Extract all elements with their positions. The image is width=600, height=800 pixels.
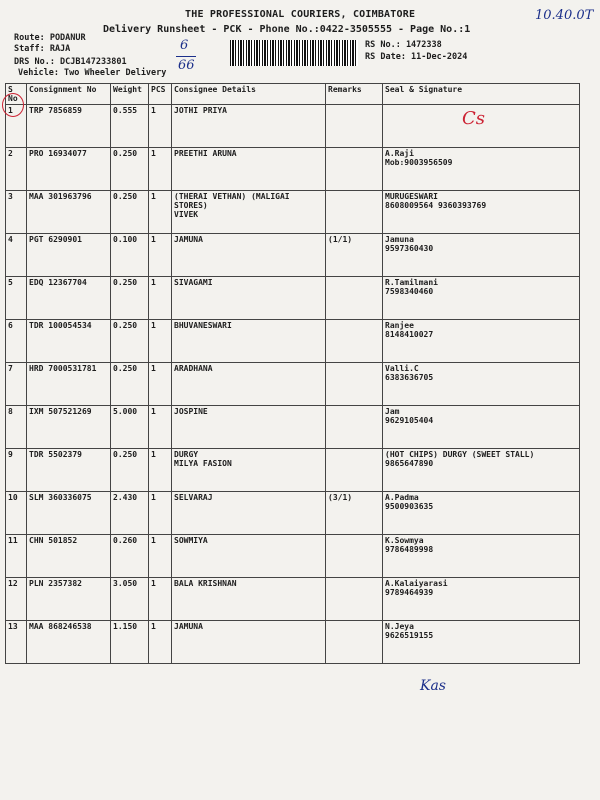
pcs-cell: 1 [149, 148, 172, 191]
table-row [6, 234, 580, 277]
consignee-cell [172, 234, 326, 277]
rs-date: RS Date: 11-Dec-2024 [365, 52, 468, 62]
consignee-name: JAMUNA [174, 235, 203, 244]
phone-text: 9629105404 [385, 416, 434, 425]
weight-cell: 2.430 [111, 492, 149, 535]
consignee-note: (THERAI VETHAN) (MALIGAI STORES) [174, 192, 290, 210]
consignment-cell: PLN 2357382 [27, 578, 111, 621]
pcs-cell: 1 [149, 363, 172, 406]
row1-circle-mark [2, 93, 24, 117]
sno-cell: 12 [6, 578, 27, 621]
weight-cell: 3.050 [111, 578, 149, 621]
table-row [6, 277, 580, 320]
sno-cell: 11 [6, 535, 27, 578]
consignee-name: SOWMIYA [174, 536, 208, 545]
remarks-cell [326, 621, 383, 664]
consignment-cell: IXM 507521269 [27, 406, 111, 449]
col-weight: Weight [111, 84, 149, 105]
pcs-cell: 1 [149, 277, 172, 320]
staff-label: Staff: RAJA [14, 44, 71, 54]
remarks-cell [326, 320, 383, 363]
weight-cell: 1.150 [111, 621, 149, 664]
signature-text: Jam [385, 407, 400, 416]
col-signature: Seal & Signature [383, 84, 580, 105]
sno-cell: 5 [6, 277, 27, 320]
pcs-cell: 1 [149, 621, 172, 664]
company-title: THE PROFESSIONAL COURIERS, COIMBATORE [185, 9, 416, 20]
weight-cell: 0.555 [111, 105, 149, 148]
consignee-name: JOSPINE [174, 407, 208, 416]
remarks-cell [326, 234, 383, 277]
signature-text: (HOT CHIPS) DURGY (SWEET STALL) [385, 450, 535, 459]
runsheet-subtitle: Delivery Runsheet - PCK - Phone No.:0422-3505555 - Page No.:1 [103, 24, 471, 35]
route-label: Route: PODANUR [14, 33, 86, 43]
phone-text: 9597360430 [385, 244, 434, 253]
remarks-cell [326, 191, 383, 234]
pcs-cell: 1 [149, 191, 172, 234]
phone-text: 6383636705 [385, 373, 434, 382]
consignee-cell [172, 105, 326, 148]
runsheet-table [5, 83, 580, 664]
consignment-cell: TDR 100054534 [27, 320, 111, 363]
pcs-cell: 1 [149, 578, 172, 621]
signature-text: Jamuna [385, 235, 414, 244]
row1-red-sign: Cs [462, 108, 486, 129]
signature-text: A.Kalaiyarasi [385, 579, 448, 588]
handwritten-fraction-top: 6 [180, 38, 189, 53]
weight-cell: 0.100 [111, 234, 149, 277]
phone-text: 9789464939 [385, 588, 434, 597]
consignee-cell [172, 363, 326, 406]
consignee-name: SELVARAJ [174, 493, 213, 502]
consignment-cell: PGT 6290901 [27, 234, 111, 277]
pcs-cell: 1 [149, 105, 172, 148]
phone-text: 9626519155 [385, 631, 434, 640]
consignment-cell: EDQ 12367704 [27, 277, 111, 320]
sno-cell: 10 [6, 492, 27, 535]
consignee-name: BALA KRISHNAN [174, 579, 237, 588]
rs-number: RS No.: 1472338 [365, 40, 442, 50]
table-row [6, 535, 580, 578]
signature-cell [383, 277, 580, 320]
signature-cell [383, 535, 580, 578]
weight-cell: 0.250 [111, 277, 149, 320]
table-row [6, 191, 580, 234]
sno-cell: 1 [6, 105, 27, 148]
handwritten-time: 10.40.0T [535, 8, 594, 23]
sno-cell: 2 [6, 148, 27, 191]
weight-cell: 5.000 [111, 406, 149, 449]
pcs-cell: 1 [149, 492, 172, 535]
handwritten-fraction-bottom: 66 [178, 58, 195, 73]
remarks-text: (3/1) [328, 493, 353, 502]
sno-cell: 4 [6, 234, 27, 277]
consignment-cell: PRO 16934077 [27, 148, 111, 191]
signature-cell [383, 234, 580, 277]
consignment-cell: CHN 501852 [27, 535, 111, 578]
weight-cell: 0.250 [111, 320, 149, 363]
consignee-cell [172, 621, 326, 664]
col-remarks: Remarks [326, 84, 383, 105]
drs-number: DRS No.: DCJB147233801 [14, 57, 127, 67]
consignment-cell: SLM 360336075 [27, 492, 111, 535]
signature-text: A.Padma [385, 493, 419, 502]
signature-text: N.Jeya [385, 622, 414, 631]
table-row [6, 449, 580, 492]
consignment-cell: MAA 868246538 [27, 621, 111, 664]
phone-text: 9500903635 [385, 502, 434, 511]
phone-text: 9865647890 [385, 459, 434, 468]
remarks-cell [326, 105, 383, 148]
weight-cell: 0.250 [111, 148, 149, 191]
fraction-bar [176, 56, 196, 57]
consignee-cell [172, 320, 326, 363]
signature-text: Ranjee [385, 321, 414, 330]
consignment-cell: HRD 7000531781 [27, 363, 111, 406]
table-row [6, 105, 580, 148]
table-row [6, 492, 580, 535]
remarks-cell [326, 449, 383, 492]
consignee-cell [172, 277, 326, 320]
consignee-cell [172, 148, 326, 191]
remarks-cell [326, 492, 383, 535]
phone-text: 9786489998 [385, 545, 434, 554]
consignee-name: MILYA FASION [174, 459, 232, 468]
footer-signature: Kas [420, 678, 446, 694]
table-row [6, 406, 580, 449]
weight-cell: 0.250 [111, 449, 149, 492]
consignment-cell: TRP 7856859 [27, 105, 111, 148]
signature-cell [383, 406, 580, 449]
col-consignment: Consignment No [27, 84, 111, 105]
remarks-cell [326, 277, 383, 320]
pcs-cell: 1 [149, 535, 172, 578]
signature-cell [383, 578, 580, 621]
signature-cell [383, 621, 580, 664]
signature-cell [383, 191, 580, 234]
consignee-cell [172, 406, 326, 449]
sno-cell: 6 [6, 320, 27, 363]
consignment-cell: TDR 5502379 [27, 449, 111, 492]
consignee-cell [172, 578, 326, 621]
remarks-cell [326, 363, 383, 406]
pcs-cell: 1 [149, 449, 172, 492]
table-header-row [6, 84, 580, 105]
consignee-cell [172, 449, 326, 492]
signature-cell [383, 363, 580, 406]
sno-cell: 3 [6, 191, 27, 234]
consignee-cell [172, 191, 326, 234]
weight-cell: 0.250 [111, 191, 149, 234]
sno-cell: 8 [6, 406, 27, 449]
sno-cell: 13 [6, 621, 27, 664]
signature-cell [383, 320, 580, 363]
phone-text: 8148410027 [385, 330, 434, 339]
sno-cell: 9 [6, 449, 27, 492]
consignee-cell [172, 535, 326, 578]
signature-cell [383, 492, 580, 535]
consignee-cell [172, 492, 326, 535]
remarks-cell [326, 148, 383, 191]
table-row [6, 320, 580, 363]
signature-text: MURUGESWARI [385, 192, 438, 201]
consignee-name: BHUVANESWARI [174, 321, 232, 330]
signature-text: R.Tamilmani [385, 278, 438, 287]
barcode [230, 40, 358, 66]
consignee-note: DURGY [174, 450, 199, 459]
remarks-cell [326, 578, 383, 621]
col-consignee: Consignee Details [172, 84, 326, 105]
col-sno: S No [6, 84, 27, 105]
remarks-text: (1/1) [328, 235, 353, 244]
remarks-cell [326, 406, 383, 449]
table-row [6, 363, 580, 406]
pcs-cell: 1 [149, 406, 172, 449]
consignee-name: PREETHI ARUNA [174, 149, 237, 158]
col-pcs: PCS [149, 84, 172, 105]
consignee-name: JAMUNA [174, 622, 203, 631]
pcs-cell: 1 [149, 234, 172, 277]
signature-text: Valli.C [385, 364, 419, 373]
signature-text: A.Raji [385, 149, 414, 158]
consignment-cell: MAA 301963796 [27, 191, 111, 234]
vehicle-label: Vehicle: Two Wheeler Delivery [18, 68, 167, 78]
weight-cell: 0.260 [111, 535, 149, 578]
remarks-cell [326, 535, 383, 578]
signature-cell [383, 449, 580, 492]
phone-text: 8608009564 9360393769 [385, 201, 487, 210]
consignee-name: VIVEK [174, 210, 199, 219]
sno-cell: 7 [6, 363, 27, 406]
signature-text: K.Sowmya [385, 536, 424, 545]
consignee-name: ARADHANA [174, 364, 213, 373]
table-row [6, 148, 580, 191]
signature-cell [383, 148, 580, 191]
table-row [6, 578, 580, 621]
consignee-name: SIVAGAMI [174, 278, 213, 287]
phone-text: 7598340460 [385, 287, 434, 296]
pcs-cell: 1 [149, 320, 172, 363]
table-row [6, 621, 580, 664]
weight-cell: 0.250 [111, 363, 149, 406]
phone-text: Mob:9003956509 [385, 158, 453, 167]
consignee-name: JOTHI PRIYA [174, 106, 227, 115]
